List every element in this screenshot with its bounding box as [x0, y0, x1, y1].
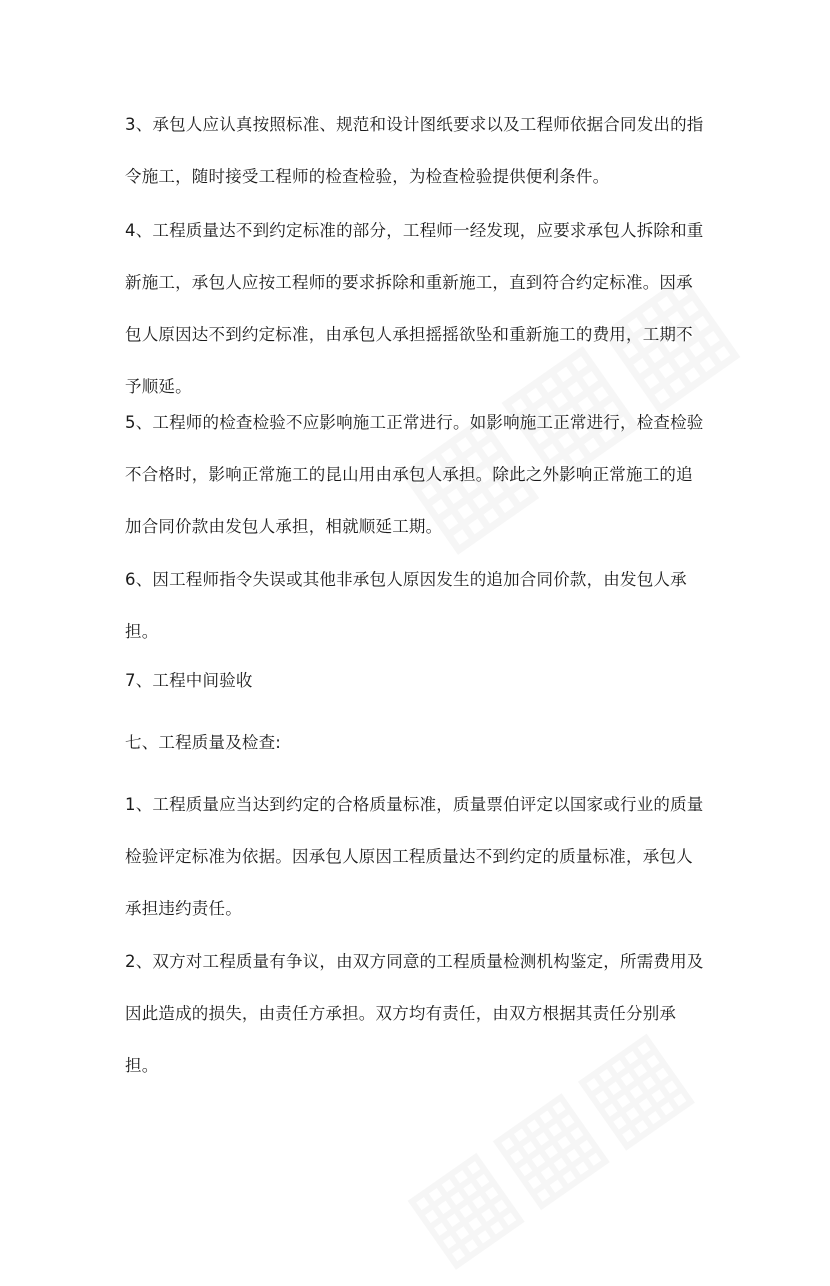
paragraph-quality-1 — [125, 779, 715, 935]
text-line: 令施工，随时接受工程师的检查检验，为检查检验提供便利条件。 — [125, 167, 610, 186]
text-line: 加合同价款由发包人承担，相就顺延工期。 — [125, 517, 443, 536]
text-line: 5、工程师的检查检验不应影响施工正常进行。如影响施工正常进行，检查检验 — [125, 413, 704, 432]
paragraph-clause-5 — [125, 397, 715, 553]
text-line: 包人原因达不到约定标准，由承包人承担摇摇欲坠和重新施工的费用，工期不 — [125, 325, 693, 344]
paragraph-clause-6 — [125, 554, 715, 658]
text-line: 予顺延。 — [125, 377, 192, 396]
section-heading: 七、工程质量及检查: — [125, 733, 282, 752]
text-line: 担。 — [125, 1056, 159, 1075]
text-line: 4、工程质量达不到约定标准的部分，工程师一经发现，应要求承包人拆除和重 — [125, 221, 704, 240]
paragraph-quality-2 — [125, 936, 715, 1092]
text-line: 1、工程质量应当达到约定的合格质量标准，质量票伯评定以国家或行业的质量 — [125, 795, 704, 814]
text-line: 不合格时，影响正常施工的昆山用由承包人承担。除此之外影响正常施工的追 — [125, 465, 693, 484]
text-line: 6、因工程师指令失误或其他非承包人原因发生的追加合同价款，由发包人承 — [125, 570, 687, 589]
text-line: 7、工程中间验收 — [125, 671, 253, 690]
paragraph-clause-7 — [125, 655, 715, 707]
text-line: 承担违约责任。 — [125, 899, 242, 918]
text-line: 检验评定标准为依据。因承包人原因工程质量达不到约定的质量标准，承包人 — [125, 847, 693, 866]
text-line: 因此造成的损失，由责任方承担。双方均有责任，由双方根据其责任分别承 — [125, 1004, 677, 1023]
paragraph-clause-4 — [125, 205, 715, 413]
text-line: 新施工，承包人应按工程师的要求拆除和重新施工，直到符合约定标准。因承 — [125, 273, 693, 292]
section-heading-7 — [125, 717, 715, 769]
text-line: 2、双方对工程质量有争议，由双方同意的工程质量检测机构鉴定，所需费用及 — [125, 952, 704, 971]
paragraph-clause-3 — [125, 99, 715, 203]
text-line: 担。 — [125, 622, 159, 641]
text-line: 3、承包人应认真按照标准、规范和设计图纸要求以及工程师依据合同发出的指 — [125, 115, 704, 134]
